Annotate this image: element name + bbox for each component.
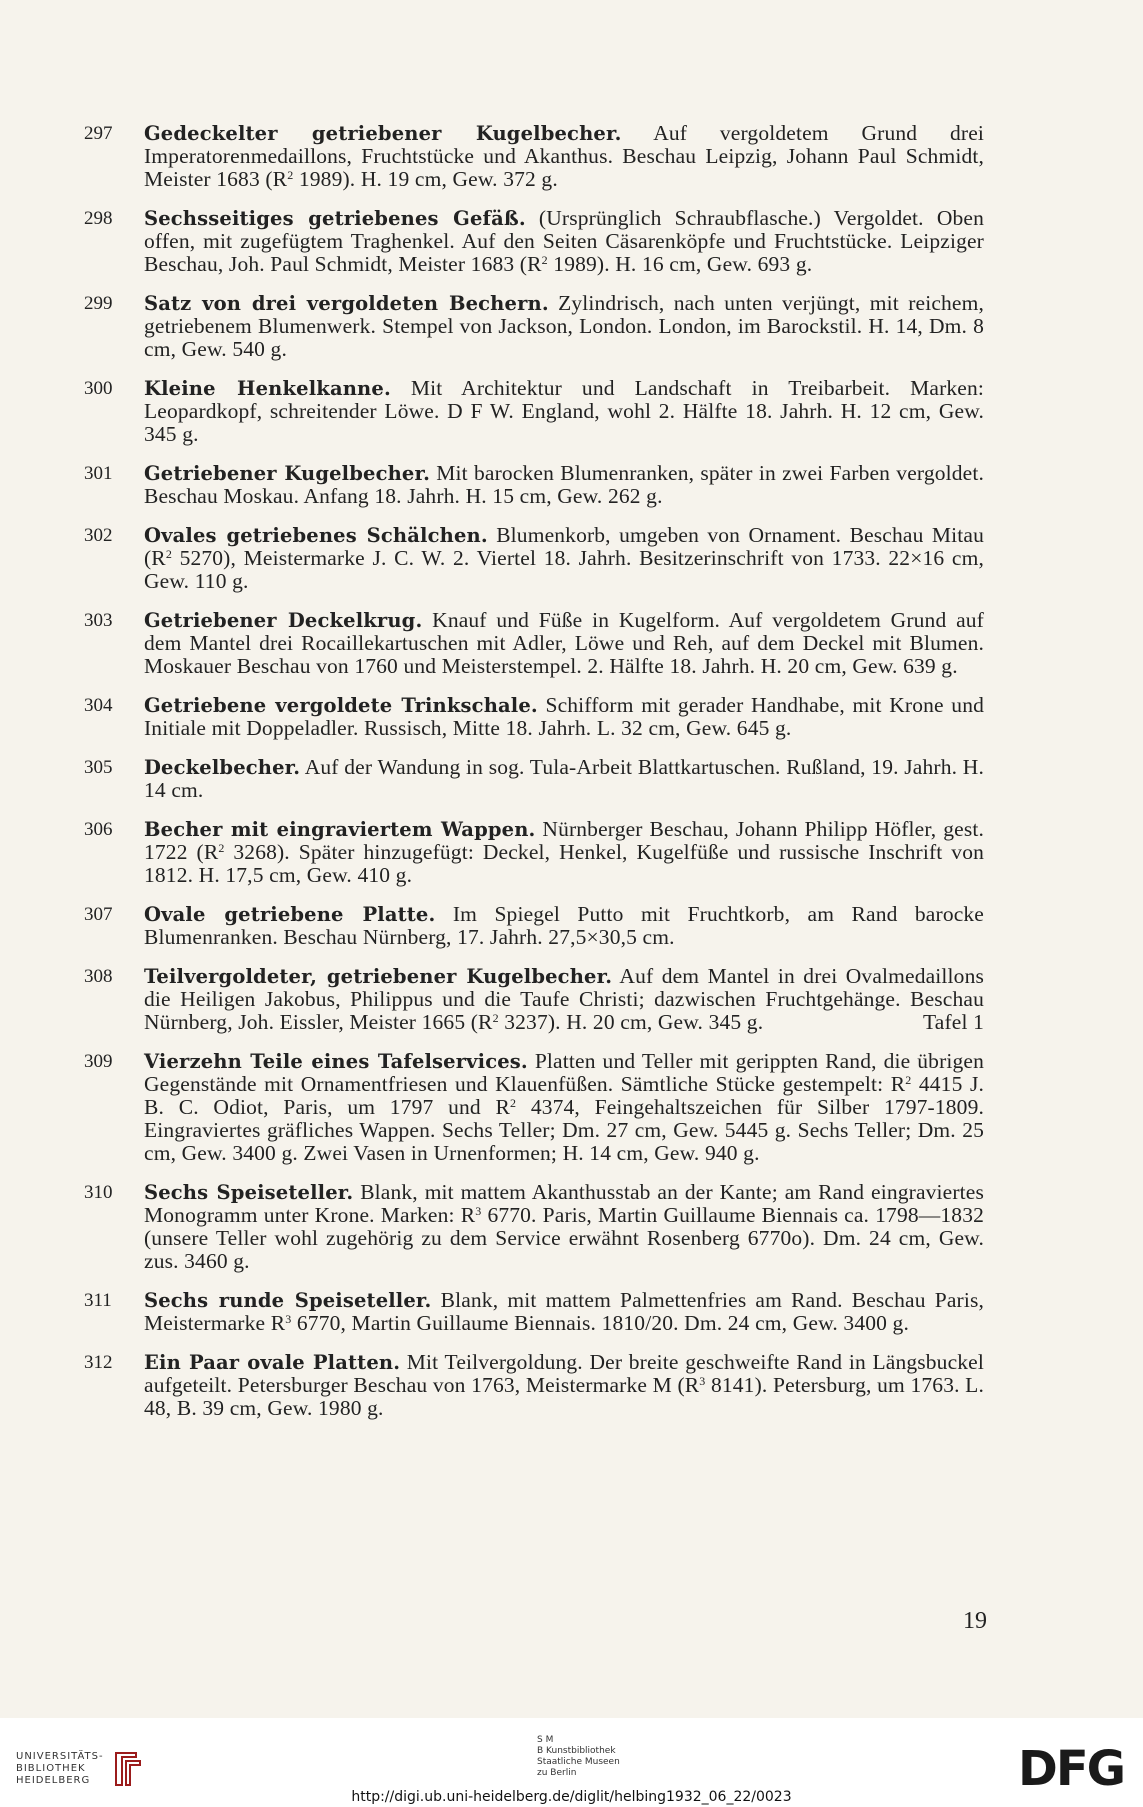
entry-number: 305 [84, 757, 113, 778]
entry-title: Gedeckelter getriebener Kugelbecher. [144, 122, 622, 145]
entry-title: Ein Paar ovale Platten. [144, 1351, 401, 1374]
entry-description: Auf vergoldetem Grund drei Imperatorenmedaillons, Fruchtstücke und Akanthus. Beschau Leipzig, Johann Paul Schmidt, Meister 1683 ($R^2$ 1989). H. 19 cm, Gew. 372 g. [144, 121, 985, 191]
entry-number: 308 [84, 966, 113, 987]
catalog-entry [84, 377, 984, 446]
entry-description: Blumenkorb, umgeben von Ornament. Beschau Mitau ($R^2$ 5270), Meistermarke J. C. W. 2. Viertel 18. Jahrh. Besitzerinschrift von 1733. 22×16 cm, Gew. 110 g. [144, 523, 984, 593]
dfg-logo[interactable]: DFG [1018, 1741, 1125, 1797]
entry-description: (Ursprünglich Schraubflasche.) Vergoldet. Oben offen, mit zugefügtem Traghenkel. Auf den Seiten Cäsarenköpfe und Fruchtstücke. Leipziger Beschau, Joh. Paul Schmidt, Meister 1683 ($R^2$ 1989). H. 16 cm, Gew. 693 g. [144, 206, 984, 276]
entry-title: Getriebener Kugelbecher. [144, 462, 431, 485]
entry-title: Getriebener Deckelkrug. [144, 609, 423, 632]
plate-reference: Tafel 1 [922, 1010, 984, 1034]
entry-number: 300 [84, 378, 113, 399]
entry-description: Mit Teilvergoldung. Der breite geschweifte Rand in Längsbuckel aufgeteilt. Petersburger Beschau von 1763, Meistermarke M ($R^3$ 8141). Petersburg, um 1763. L. 48, B. 39 cm, Gew. 1980 g. [144, 1350, 984, 1420]
entry-title: Vierzehn Teile eines Tafelservices. [144, 1050, 528, 1073]
entry-title: Sechs runde Speiseteller. [144, 1289, 432, 1312]
entry-description: Im Spiegel Putto mit Fruchtkorb, am Rand barocke Blumenranken. Beschau Nürnberg, 17. Jahrh. 27,5×30,5 cm. [144, 902, 984, 949]
uni-line: HEIDELBERG [16, 1775, 91, 1786]
uni-line: UNIVERSITÄTS- [16, 1751, 104, 1762]
entry-title: Deckelbecher. [144, 756, 301, 779]
entry-body [144, 965, 984, 1034]
catalog-entry [84, 694, 984, 740]
smb-line: zu Berlin [537, 1768, 577, 1778]
entry-body [144, 1351, 984, 1420]
entry-number: 304 [84, 695, 113, 716]
entry-title: Kleine Henkelkanne. [144, 377, 391, 400]
entry-body [144, 609, 984, 678]
entry-title: Getriebene vergoldete Trinkschale. [144, 694, 538, 717]
entry-number: 301 [84, 463, 113, 484]
entry-number: 303 [84, 610, 113, 631]
catalog-entry [84, 122, 984, 191]
university-library-name [16, 1751, 104, 1787]
entry-description: Zylindrisch, nach unten verjüngt, mit reichem, getriebenem Blumenwerk. Stempel von Jackson, London. London, im Barockstil. H. 14, Dm. 8 cm, Gew. 540 g. [144, 291, 984, 361]
entry-title: Sechsseitiges getriebenes Gefäß. [144, 207, 526, 230]
entry-description: Nürnberger Beschau, Johann Philipp Höfler, gest. 1722 ($R^2$ 3268). Später hinzugefügt: Deckel, Henkel, Kugelfüße und russische Inschrift von 1812. H. 17,5 cm, Gew. 410 g. [144, 817, 985, 887]
catalog-entry [84, 292, 984, 361]
catalog-entry [84, 207, 984, 276]
catalog-entry [84, 1181, 984, 1273]
entry-number: 297 [84, 123, 113, 144]
university-seal-icon [110, 1749, 144, 1789]
entry-title: Satz von drei vergoldeten Bechern. [144, 292, 549, 315]
entry-title: Ovales getriebenes Schälchen. [144, 524, 488, 547]
catalog-entry [84, 903, 984, 949]
entry-body [144, 377, 984, 446]
catalog-entry [84, 965, 984, 1034]
entry-description: Schifform mit gerader Handhabe, mit Krone und Initiale mit Doppeladler. Russisch, Mitte 18. Jahrh. L. 32 cm, Gew. 645 g. [144, 693, 985, 740]
entry-number: 309 [84, 1051, 113, 1072]
entry-description: Auf dem Mantel in drei Ovalmedaillons die Heiligen Jakobus, Philippus und die Taufe Christi; dazwischen Fruchtgehänge. Beschau Nürnberg, Joh. Eissler, Meister 1665 ($R^2$ 3237). H. 20 cm, Gew. 345 g. [144, 964, 984, 1034]
entry-body [144, 462, 984, 508]
entry-body [144, 756, 984, 802]
entry-number: 306 [84, 819, 113, 840]
entry-body [144, 903, 984, 949]
smb-line: Staatliche Museen [537, 1757, 620, 1767]
entry-title: Teilvergoldeter, getriebener Kugelbecher. [144, 965, 613, 988]
entry-description: Blank, mit mattem Akanthusstab an der Kante; am Rand eingraviertes Monogramm unter Krone. Marken: $R^3$ 6770. Paris, Martin Guillaume Biennais ca. 1798—1832 (unsere Teller wohl zugehörig zu dem Service erwähnt Rosenberg 6770o). Dm. 24 cm, Gew. zus. 3460 g. [144, 1180, 984, 1273]
entry-body [144, 122, 984, 191]
catalog-entry [84, 1050, 984, 1165]
entry-description: Blank, mit mattem Palmettenfries am Rand. Beschau Paris, Meistermarke $R^3$ 6770, Martin Guillaume Biennais. 1810/20. Dm. 24 cm, Gew. 3400 g. [144, 1288, 984, 1335]
smb-line: S M [537, 1735, 554, 1745]
catalog-entry [84, 756, 984, 802]
entry-number: 311 [84, 1290, 112, 1311]
catalog-entry [84, 1289, 984, 1335]
entry-body [144, 1181, 984, 1273]
catalog-entry [84, 524, 984, 593]
entry-number: 310 [84, 1182, 113, 1203]
entry-title: Sechs Speiseteller. [144, 1181, 354, 1204]
entry-description: Auf der Wandung in sog. Tula-Arbeit Blattkartuschen. Rußland, 19. Jahrh. H. 14 cm. [144, 755, 984, 802]
entry-description: Mit Architektur und Landschaft in Treibarbeit. Marken: Leopardkopf, schreitender Löwe. D F W. England, wohl 2. Hälfte 18. Jahrh. H. 12 cm, Gew. 345 g. [144, 376, 984, 446]
entry-body [144, 292, 984, 361]
source-url[interactable]: http://digi.ub.uni-heidelberg.de/diglit/helbing1932_06_22/0023 [351, 1789, 792, 1805]
catalog-entry [84, 609, 984, 678]
catalog-entry [84, 462, 984, 508]
entry-body [144, 694, 984, 740]
entry-body [144, 818, 984, 887]
entry-description: Mit barocken Blumenranken, später in zwei Farben vergoldet. Beschau Moskau. Anfang 18. Jahrh. H. 15 cm, Gew. 262 g. [144, 461, 984, 508]
entry-number: 312 [84, 1352, 113, 1373]
entry-number: 302 [84, 525, 113, 546]
smb-logo[interactable] [537, 1735, 620, 1779]
entry-title: Ovale getriebene Platte. [144, 903, 436, 926]
entry-body [144, 207, 984, 276]
entry-body [144, 524, 984, 593]
entry-body [144, 1289, 984, 1335]
entry-description: Platten und Teller mit gerippten Rand, die übrigen Gegenstände mit Ornamentfriesen und Klauenfüßen. Sämtliche Stücke gestempelt: $R^2$ 4415 J. B. C. Odiot, Paris, um 1797 und $R^2$ 4374, Feingehaltszeichen für Silber 1797-1809. Eingraviertes gräfliches Wappen. Sechs Teller; Dm. 27 cm, Gew. 5445 g. Sechs Teller; Dm. 25 cm, Gew. 3400 g. Zwei Vasen in Urnenformen; H. 14 cm, Gew. 940 g. [144, 1049, 984, 1165]
smb-line: B Kunstbibliothek [537, 1746, 616, 1756]
uni-line: BIBLIOTHEK [16, 1763, 86, 1774]
page-number: 19 [963, 1608, 987, 1634]
entry-number: 299 [84, 293, 113, 314]
entry-description: Knauf und Füße in Kugelform. Auf vergoldetem Grund auf dem Mantel drei Rocaillekartuschen mit Adler, Löwe und Reh, auf dem Deckel mit Blumen. Moskauer Beschau von 1760 und Meisterstempel. 2. Hälfte 18. Jahrh. H. 20 cm, Gew. 639 g. [144, 608, 984, 678]
footer-bar [0, 1718, 1143, 1807]
catalog-entry [84, 818, 984, 887]
entry-title: Becher mit eingraviertem Wappen. [144, 818, 536, 841]
entry-body [144, 1050, 984, 1165]
catalog-entry [84, 1351, 984, 1420]
university-library-logo[interactable] [16, 1749, 144, 1789]
entry-number: 298 [84, 208, 113, 229]
entry-number: 307 [84, 904, 113, 925]
catalog-entries [84, 122, 984, 1436]
